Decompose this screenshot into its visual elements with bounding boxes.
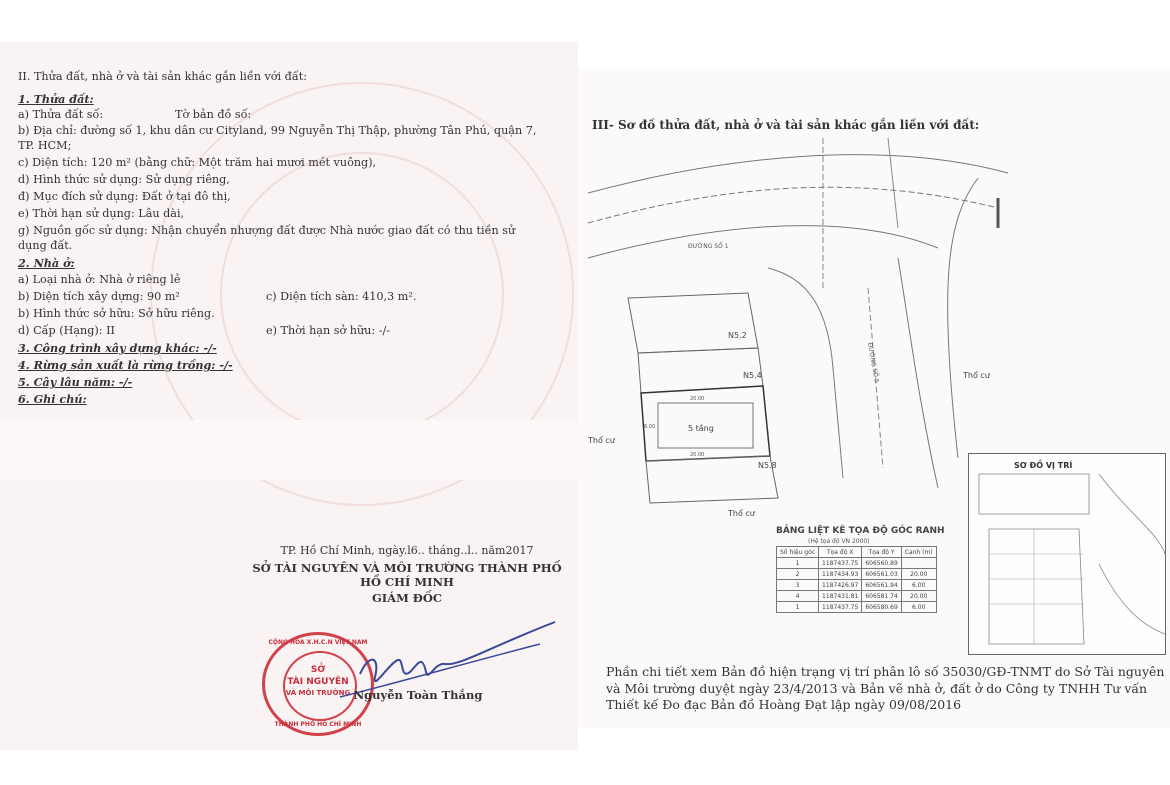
lot-n54-label: N5.4 [743,371,762,380]
item-other-works: 3. Công trình xây dựng khác: -/- [18,341,217,355]
road-5-label: ĐƯỜNG SỐ 5 [866,342,880,384]
table-row [777,591,937,602]
signature-date: TP. Hồ Chí Minh, ngày.l6.. tháng..l.. năm2017 [280,544,534,557]
lot-n58-label: N5.8 [758,461,777,470]
house-type: a) Loại nhà ở: Nhà ở riêng lẻ [18,273,181,286]
signature-role: GIÁM ĐỐC [371,591,443,605]
land-use-purpose: đ) Mục đích sử dụng: Đất ở tại đô thị, [18,190,231,203]
cell: 606581.74 [862,591,901,602]
signature-block [248,544,566,605]
col-header: Tọa độ Y [862,547,901,558]
table-header-row [777,547,937,558]
land-parcel-number: a) Thửa đất số: [18,108,104,121]
seal-line-1: SỞ [310,665,326,675]
floors-label: 5 tầng [688,424,714,433]
location-title: SƠ ĐỒ VỊ TRÍ [1014,461,1073,470]
cell: 20.00 [901,569,936,580]
land-address: b) Địa chỉ: đường số 1, khu dân cư Cityland, 99 Nguyễn Thị Thập, phường Tân Phú, quận 7, [18,124,537,137]
house-grade: d) Cấp (Hạng): II [18,324,115,337]
cell: 3 [777,580,819,591]
table-row [777,569,937,580]
seal-bottom-text: THÀNH PHỐ HỒ CHÍ MINH [274,721,362,728]
map-section-title: III- Sơ đồ thửa đất, nhà ở và tài sản khác gắn liền với đất: [592,118,980,132]
cell: 1187434.93 [819,569,862,580]
cell: 1 [777,558,819,569]
signer-name: Nguyễn Toàn Thắng [353,688,483,702]
coord-table [776,546,937,613]
coord-table-title: BẢNG LIỆT KÊ TỌA ĐỘ GÓC RANH [776,526,945,536]
cell: 6.00 [901,580,936,591]
cell: 1187437.75 [819,602,862,613]
location-inset [968,453,1166,655]
cell [901,558,936,569]
bottom-note: Phần chi tiết xem Bản đồ hiện trạng vị trí phân lô số 35030/GĐ-TNMT do Sở Tài nguyên và Môi trường duyệt ngày 23/4/2013 và Bản vẽ nhà ở, đất ở do Công ty TNHH Tư vấn Thiết kế Đo đạc Bản đồ Hoàng Đạt lập ngày 09/08/2016 [606,664,1165,712]
cell: 20.00 [901,591,936,602]
certificate-right-page [578,68,1170,728]
land-heading: 1. Thửa đất: [18,92,94,106]
table-row [777,602,937,613]
table-row [777,580,937,591]
tho-cu-left: Thổ cư [588,436,615,445]
house-heading: 2. Nhà ở: [18,256,75,270]
land-address-city: TP. HCM; [18,139,72,152]
tho-cu-bottom: Thổ cư [728,509,755,518]
item-perennial: 5. Cây lâu năm: -/- [18,375,133,389]
lot-n52-label: N5.2 [728,331,747,340]
section-title: II. Thửa đất, nhà ở và tài sản khác gắn liền với đất: [18,70,307,83]
location-inset-map [969,454,1165,654]
seal-line-2: TÀI NGUYÊN [287,677,349,687]
col-header: Số hiệu góc [777,547,819,558]
tho-cu-right: Thổ cư [963,371,990,380]
land-origin-cont: dụng đất. [18,239,73,252]
dim-top: 20.00 [690,396,705,402]
cell: 1187426.97 [819,580,862,591]
certificate-left-page [0,42,578,750]
signature-org: SỞ TÀI NGUYÊN VÀ MÔI TRƯỜNG THÀNH PHỐ HỒ CHÍ MINH [252,561,562,589]
house-ownership: b) Hình thức sở hữu: Sở hữu riêng. [18,307,215,320]
col-header: Tọa độ X [819,547,862,558]
cell: 1187437.75 [819,558,862,569]
dim-bottom: 20.00 [690,452,705,458]
fold-band [0,420,578,480]
table-row [777,558,937,569]
land-origin: g) Nguồn gốc sử dụng: Nhận chuyển nhượng đất được Nhà nước giao đất có thu tiền sử [18,224,516,237]
cell: 1187431.81 [819,591,862,602]
item-forest: 4. Rừng sản xuất là rừng trồng: -/- [18,358,233,372]
house-term: e) Thời hạn sở hữu: -/- [266,324,391,337]
seal-ring-text: CỘNG HÒA X.H.C.N VIỆT NAM [268,639,368,646]
land-use-form: d) Hình thức sử dụng: Sử dụng riêng, [18,173,230,186]
cell: 606561.94 [862,580,901,591]
cell: 1 [777,602,819,613]
coord-table-subtitle: (Hệ tọa độ VN 2000) [808,538,870,545]
col-header: Cạnh (m) [901,547,936,558]
cell: 606580.69 [862,602,901,613]
cell: 6.00 [901,602,936,613]
house-build-area: b) Diện tích xây dựng: 90 m² [18,290,180,303]
item-notes: 6. Ghi chú: [18,392,87,406]
land-map-number: Tờ bản đồ số: [175,108,252,121]
road-1-label: ĐƯỜNG SỐ 1 [688,243,729,250]
cell: 606560.89 [862,558,901,569]
seal-line-3: VÀ MÔI TRƯỜNG [285,689,351,697]
land-use-term: e) Thời hạn sử dụng: Lâu dài, [18,207,185,220]
cell: 4 [777,591,819,602]
cell: 606561.03 [862,569,901,580]
land-area: c) Diện tích: 120 m² (bằng chữ: Một trăm hai mươi mét vuông), [18,156,377,169]
dim-side: 6.00 [644,424,656,430]
house-floor-area: c) Diện tích sàn: 410,3 m². [266,290,417,303]
cell: 2 [777,569,819,580]
